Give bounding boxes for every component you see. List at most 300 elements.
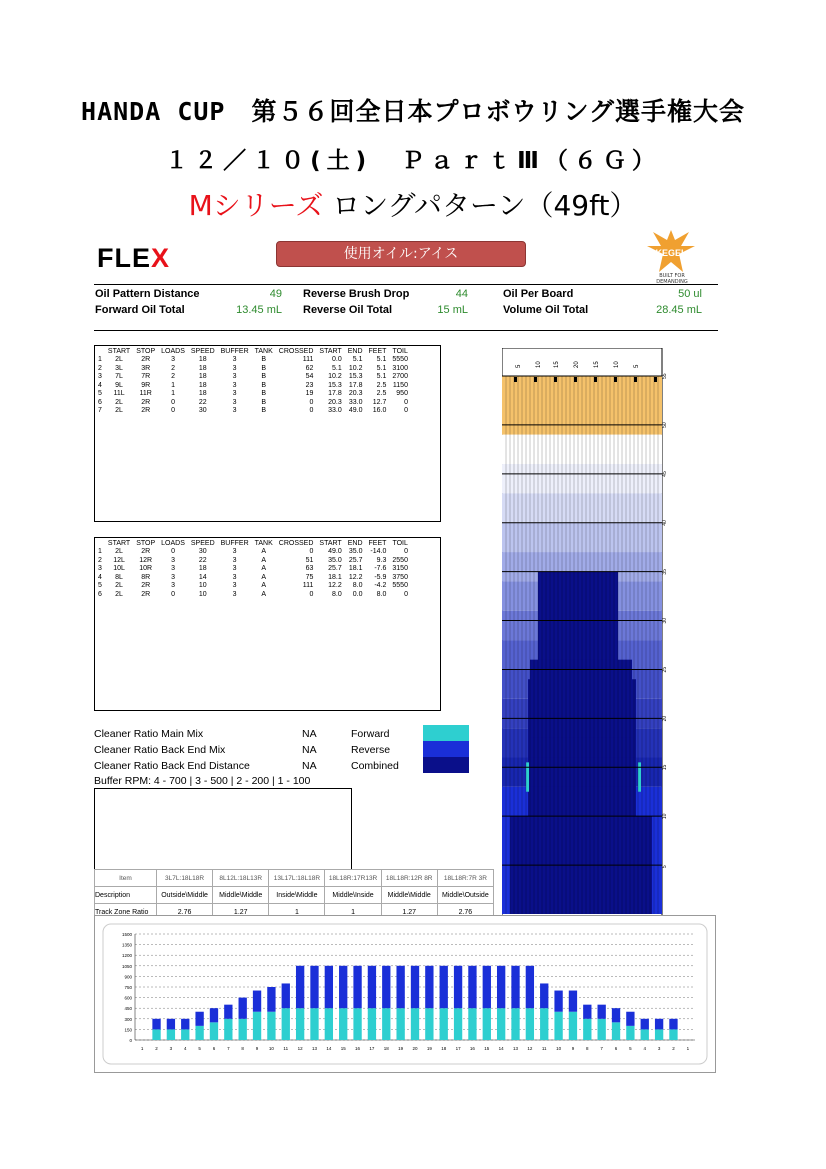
legend-forward-label: Forward — [351, 728, 390, 740]
col-header: LOADS — [161, 539, 185, 547]
svg-text:KEGEL: KEGEL — [655, 248, 687, 258]
table-cell: B — [261, 356, 267, 363]
table-cell: 12.2 — [328, 582, 342, 589]
x-tick-label: 8 — [586, 1046, 589, 1051]
pattern-title — [0, 184, 826, 224]
x-tick-label: 14 — [498, 1046, 504, 1051]
distance-tick-label: 35 — [662, 569, 668, 575]
bar-forward — [483, 1008, 491, 1040]
bar-forward — [224, 1019, 232, 1040]
divider-bottom — [94, 330, 718, 331]
y-tick-label: 450 — [124, 1006, 132, 1012]
col-header — [95, 538, 105, 548]
volume-oil-total-label: Volume Oil Total — [503, 304, 589, 316]
bar-reverse — [296, 966, 304, 1008]
bar-reverse — [497, 966, 505, 1008]
table-cell: 3 — [232, 590, 237, 598]
table-cell: 2.5 — [376, 381, 387, 389]
table-cell: 2 — [98, 364, 102, 372]
y-tick-label: 600 — [124, 995, 132, 1001]
table-cell: B — [261, 364, 267, 372]
bar-forward — [325, 1008, 333, 1040]
table-cell: A — [261, 556, 267, 564]
table-cell: 8L — [115, 573, 123, 581]
flex-logo — [97, 243, 170, 274]
table-cell: 4 — [98, 573, 102, 581]
legend-forward-swatch — [423, 725, 469, 741]
bar-forward — [411, 1008, 419, 1040]
x-tick-label: 10 — [268, 1046, 274, 1051]
bar-forward — [210, 1022, 218, 1040]
distance-tick-label: 5 — [662, 865, 668, 869]
table-cell: 2R — [141, 590, 151, 598]
table-cell: A — [261, 548, 267, 555]
table-cell: 3R — [141, 364, 151, 372]
board-tick-label: 15 — [554, 361, 560, 368]
x-tick-label: 2 — [155, 1046, 158, 1051]
track-zone-description: Inside\Middle — [269, 887, 325, 904]
table-cell: 1 — [98, 548, 102, 555]
table-cell: 33.0 — [348, 398, 363, 406]
bar-reverse — [181, 1019, 189, 1030]
bar-forward — [181, 1029, 189, 1040]
table-cell: 49.0 — [328, 548, 342, 555]
bar-reverse — [253, 991, 261, 1012]
volume-oil-total-value: 28.45 mL — [656, 304, 702, 316]
table-cell: 3 — [232, 398, 237, 406]
table-cell: 22 — [198, 398, 207, 406]
table-row — [95, 565, 411, 574]
cleaner-back-end-distance-label: Cleaner Ratio Back End Distance — [94, 760, 250, 772]
col-header: START — [319, 539, 342, 547]
table-cell: 5 — [98, 582, 102, 589]
bar-reverse — [483, 966, 491, 1008]
table-cell: A — [261, 565, 267, 572]
y-tick-label: 300 — [124, 1016, 132, 1022]
table-cell: 10.2 — [348, 364, 363, 372]
table-cell: 33.0 — [328, 407, 342, 414]
distance-tick-label: 30 — [662, 617, 668, 624]
table-cell: B — [261, 390, 267, 397]
bar-forward — [583, 1019, 591, 1040]
bar-forward — [339, 1008, 347, 1040]
bar-forward — [497, 1008, 505, 1040]
bar-reverse — [152, 1019, 160, 1030]
x-tick-label: 6 — [212, 1046, 216, 1051]
bar-reverse — [440, 966, 448, 1008]
table-cell: 6 — [98, 398, 102, 406]
x-tick-label: 7 — [227, 1046, 230, 1051]
col-header: FEET — [368, 347, 387, 355]
table-row — [95, 356, 411, 365]
track-zone-header: 8L12L:18L13R — [213, 870, 269, 887]
oil-per-board-label: Oil Per Board — [503, 288, 574, 300]
table-cell: 30 — [198, 407, 207, 414]
table-cell: 3750 — [392, 573, 408, 581]
distance-tick-label: 45 — [662, 471, 668, 477]
oil-volume-chart — [94, 915, 716, 1073]
table-cell: 35.0 — [348, 548, 363, 555]
table-cell: 10 — [198, 590, 207, 598]
table-cell: 3 — [232, 565, 237, 572]
lane-oil-graph-svg — [502, 348, 669, 918]
y-tick-label: 900 — [124, 974, 132, 980]
bar-reverse — [224, 1005, 232, 1019]
col-header: TANK — [254, 347, 273, 355]
table-cell: 0 — [171, 548, 175, 555]
x-tick-label: 11 — [541, 1046, 547, 1051]
table-cell: 9R — [141, 381, 151, 389]
table-cell: 54 — [305, 373, 314, 380]
table-cell: 51 — [305, 556, 314, 564]
table-cell: 49.0 — [348, 407, 363, 414]
table-cell: 3 — [232, 364, 237, 372]
table-cell: 5.1 — [376, 373, 387, 380]
x-tick-label: 19 — [398, 1046, 404, 1051]
bar-reverse — [282, 983, 290, 1008]
bar-forward — [368, 1008, 376, 1040]
distance-tick-label: 15 — [662, 764, 668, 771]
table-cell: 17.8 — [348, 381, 363, 389]
board-arrow-marker — [534, 377, 537, 382]
table-row — [95, 373, 411, 382]
table-cell: 18 — [198, 565, 207, 572]
board-tick-label: 5 — [634, 364, 640, 368]
cleaner-back-end-mix-value: NA — [302, 744, 317, 756]
bar-reverse — [239, 998, 247, 1019]
board-arrow-marker — [554, 377, 557, 382]
y-tick-label: 1350 — [121, 942, 132, 948]
table-cell: 2 — [98, 556, 102, 564]
table-cell: 3 — [98, 373, 102, 380]
col-header: TANK — [254, 539, 273, 547]
table-cell: 2L — [115, 590, 123, 598]
bar-forward — [626, 1026, 634, 1040]
bar-forward — [152, 1029, 160, 1040]
col-header: CROSSED — [278, 347, 314, 355]
table-cell: 8.0 — [331, 590, 342, 598]
table-cell: 22 — [198, 556, 207, 564]
table-cell: B — [261, 381, 267, 389]
x-tick-label: 18 — [441, 1046, 447, 1051]
table-cell: 2R — [141, 407, 151, 414]
forward-table-grid — [95, 346, 411, 416]
table-cell: 3 — [232, 556, 237, 564]
y-tick-label: 150 — [124, 1027, 132, 1033]
table-cell: 25.7 — [348, 556, 363, 564]
table-cell: 2L — [115, 407, 123, 414]
bar-forward — [195, 1026, 203, 1040]
table-cell: 0 — [404, 398, 408, 406]
track-zone-description: Middle\Outside — [437, 887, 493, 904]
flex-logo-x: X — [151, 243, 171, 273]
table-cell: 5550 — [392, 582, 408, 589]
table-cell: B — [261, 407, 267, 414]
x-tick-label: 13 — [311, 1046, 317, 1051]
table-cell: 5 — [98, 390, 102, 397]
table-cell: 1 — [171, 381, 175, 389]
table-cell: 111 — [302, 582, 314, 589]
track-zone-ratio: 1 — [325, 904, 381, 921]
kegel-tagline: BUILT FOR DEMANDING — [656, 273, 688, 285]
track-zone-ratio: 1.27 — [213, 904, 269, 921]
bar-forward — [511, 1008, 519, 1040]
table-cell: 2 — [171, 364, 175, 372]
track-zone-description: Middle\Inside — [325, 887, 381, 904]
bar-forward — [598, 1019, 606, 1040]
table-cell: 950 — [396, 390, 408, 397]
table-cell: 2L — [115, 582, 123, 589]
table-cell: 75 — [305, 573, 314, 581]
table-cell: A — [261, 590, 267, 598]
bar-forward — [569, 1012, 577, 1040]
oil-pattern-distance-value: 49 — [269, 288, 282, 300]
table-cell: 0 — [309, 407, 314, 414]
track-zone-ratio: 1 — [269, 904, 325, 921]
bar-reverse — [468, 966, 476, 1008]
table-cell: 5.1 — [376, 364, 387, 372]
bar-forward — [655, 1029, 663, 1040]
board-arrow-marker — [594, 377, 597, 382]
bar-reverse — [554, 991, 562, 1012]
x-tick-label: 9 — [571, 1046, 575, 1051]
y-tick-label: 1050 — [121, 963, 132, 969]
bar-reverse — [353, 966, 361, 1008]
table-row — [95, 574, 411, 583]
table-cell: 3 — [232, 356, 237, 363]
x-tick-label: 15 — [340, 1046, 346, 1051]
table-cell: 16.0 — [372, 407, 387, 414]
table-cell: 14 — [198, 573, 207, 581]
x-tick-label: 4 — [643, 1046, 647, 1051]
col-header: TOIL — [392, 539, 408, 547]
track-zone-ratio: 2.76 — [437, 904, 493, 921]
table-cell: 7 — [98, 407, 102, 414]
cleaner-main-mix-value: NA — [302, 728, 317, 740]
board-arrow-marker — [654, 377, 657, 382]
bar-forward — [554, 1012, 562, 1040]
track-zone-description-label: Description — [95, 887, 157, 904]
cleaner-main-mix-label: Cleaner Ratio Main Mix — [94, 728, 204, 740]
bar-reverse — [612, 1008, 620, 1022]
x-tick-label: 12 — [527, 1046, 533, 1051]
table-row — [95, 548, 411, 557]
bar-forward — [267, 1012, 275, 1040]
table-cell: 3 — [98, 565, 102, 572]
table-cell: 8.0 — [376, 590, 387, 598]
table-cell: 0.0 — [352, 590, 363, 598]
track-zone-description: Outside\Middle — [157, 887, 213, 904]
table-cell: 2 — [171, 373, 175, 380]
table-cell: 17.8 — [328, 390, 342, 397]
col-header: LOADS — [161, 347, 185, 355]
table-cell: 1150 — [392, 381, 408, 389]
bar-forward — [641, 1029, 649, 1040]
table-cell: 7L — [115, 373, 123, 380]
oil-per-board-value: 50 ul — [678, 288, 702, 300]
bar-forward — [239, 1019, 247, 1040]
x-tick-label: 12 — [297, 1046, 303, 1051]
bar-forward — [454, 1008, 462, 1040]
table-cell: -14.0 — [370, 548, 387, 555]
distance-tick-label: 20 — [662, 715, 668, 722]
bar-forward — [396, 1008, 404, 1040]
table-cell: 12.2 — [348, 573, 363, 581]
board-tick-label: 20 — [574, 361, 580, 368]
table-cell: 4 — [98, 381, 102, 389]
board-arrow-marker — [634, 377, 637, 382]
table-cell: B — [261, 373, 267, 380]
table-cell: 8R — [141, 573, 151, 581]
table-cell: 20.3 — [348, 390, 363, 397]
track-zone-header: 18L18R:12R 8R — [381, 870, 437, 887]
oil-badge: 使用オイル:アイス — [276, 241, 526, 267]
x-tick-label: 11 — [283, 1046, 289, 1051]
y-tick-label: 750 — [124, 985, 132, 990]
table-cell: 5.1 — [352, 356, 363, 363]
y-tick-label: 1500 — [121, 932, 132, 937]
oil-pattern-distance-label: Oil Pattern Distance — [95, 288, 200, 300]
bar-reverse — [368, 966, 376, 1008]
board-tick-label: 10 — [536, 361, 542, 368]
x-tick-label: 17 — [455, 1046, 461, 1051]
table-cell: 2R — [141, 356, 151, 363]
distance-tick-label: 40 — [662, 520, 668, 526]
notes-box — [94, 788, 352, 872]
event-title: HANDA CUP 第５６回全日本プロボウリング選手権大会 — [81, 97, 745, 126]
table-cell: 35.0 — [328, 556, 342, 564]
event-date-part: １２／１０(土) ＰａｒｔⅢ（６Ｇ） — [165, 148, 661, 174]
col-header: SPEED — [190, 347, 215, 355]
bar-reverse — [569, 991, 577, 1012]
distance-tick-label: 10 — [662, 813, 668, 820]
table-cell: A — [261, 582, 267, 589]
table-cell: 2R — [141, 398, 151, 406]
buffer-rpm: Buffer RPM: 4 - 700 | 3 - 500 | 2 - 200 | 1 - 100 — [94, 775, 311, 787]
table-cell: 0 — [309, 548, 314, 555]
flex-logo-text: FLE — [97, 243, 151, 273]
bar-reverse — [382, 966, 390, 1008]
x-tick-label: 20 — [412, 1046, 418, 1051]
table-cell: 12R — [139, 556, 153, 564]
table-cell: 2.5 — [376, 390, 387, 397]
table-row — [95, 591, 411, 600]
table-cell: 0 — [171, 590, 175, 598]
table-cell: 62 — [305, 364, 314, 372]
track-zone-header: Item — [95, 870, 157, 887]
table-cell: 10R — [139, 565, 153, 572]
bar-forward — [526, 1008, 534, 1040]
col-header: START — [107, 539, 131, 547]
table-cell: 23 — [305, 381, 314, 389]
reverse-brush-drop-label: Reverse Brush Drop — [303, 288, 410, 300]
chart-frame — [103, 924, 707, 1064]
col-header: BUFFER — [220, 347, 249, 355]
x-tick-label: 4 — [183, 1046, 187, 1051]
table-cell: 11R — [139, 390, 152, 397]
bar-reverse — [425, 966, 433, 1008]
bar-reverse — [454, 966, 462, 1008]
forward-oil-total-label: Forward Oil Total — [95, 304, 185, 316]
table-cell: 0 — [171, 407, 175, 414]
track-zone-ratio-label: Track Zone Ratio — [95, 904, 157, 921]
bar-reverse — [598, 1005, 606, 1019]
table-cell: 10 — [198, 582, 207, 589]
table-cell: 0 — [309, 590, 314, 598]
col-header: START — [107, 347, 131, 355]
x-tick-label: 8 — [241, 1046, 244, 1051]
table-cell: 3 — [171, 356, 175, 363]
lane-combined-oil — [530, 660, 632, 738]
table-cell: 12L — [113, 556, 125, 564]
reverse-table-grid — [95, 538, 411, 599]
track-zone-description: Middle\Middle — [381, 887, 437, 904]
bar-forward — [468, 1008, 476, 1040]
cleaner-back-end-distance-value: NA — [302, 760, 317, 772]
bar-reverse — [411, 966, 419, 1008]
table-cell: 1 — [98, 356, 102, 363]
bar-forward — [353, 1008, 361, 1040]
bar-reverse — [310, 966, 318, 1008]
track-zone-header: 3L7L:18L18R — [157, 870, 213, 887]
table-cell: 5.1 — [331, 364, 342, 372]
table-cell: 111 — [302, 356, 314, 363]
y-tick-label: 0 — [129, 1038, 132, 1043]
table-row — [95, 390, 411, 399]
bar-reverse — [267, 987, 275, 1012]
table-cell: 15.3 — [328, 381, 342, 389]
x-tick-label: 6 — [614, 1046, 618, 1051]
table-cell: 18.1 — [348, 565, 363, 572]
table-cell: 11L — [113, 390, 125, 397]
table-cell: 3 — [232, 373, 237, 380]
track-zone-table — [94, 869, 494, 921]
table-cell: 2550 — [392, 556, 408, 564]
table-cell: 8.0 — [352, 582, 363, 589]
reverse-brush-drop-value: 44 — [455, 288, 468, 300]
distance-tick-label: 50 — [662, 422, 668, 428]
table-cell: 0.0 — [331, 356, 342, 363]
cleaner-back-end-mix-label: Cleaner Ratio Back End Mix — [94, 744, 226, 756]
table-cell: 18.1 — [328, 573, 342, 581]
track-zone-header: 18L18R:7R 3R — [437, 870, 493, 887]
bar-reverse — [167, 1019, 175, 1030]
board-arrow-marker — [574, 377, 577, 382]
x-tick-label: 16 — [355, 1046, 361, 1051]
bar-reverse — [325, 966, 333, 1008]
board-arrow-marker — [614, 377, 617, 382]
bar-reverse — [626, 1012, 634, 1026]
table-cell: 9.3 — [376, 556, 387, 564]
distance-tick-label: 25 — [662, 666, 668, 673]
track-zone-ratio: 2.76 — [157, 904, 213, 921]
table-cell: 3 — [232, 407, 237, 414]
col-header: END — [347, 539, 363, 547]
table-cell: 63 — [305, 565, 314, 572]
table-row — [95, 365, 411, 374]
table-cell: 2L — [115, 398, 123, 406]
bar-reverse — [526, 966, 534, 1008]
x-tick-label: 10 — [556, 1046, 562, 1051]
bar-reverse — [396, 966, 404, 1008]
table-cell: 3L — [115, 364, 123, 372]
table-cell: 10.2 — [328, 373, 342, 380]
table-cell: 3 — [232, 582, 237, 589]
pattern-series: Mシリーズ — [188, 189, 324, 222]
table-cell: 18 — [198, 364, 207, 372]
table-cell: 18 — [198, 373, 207, 380]
table-cell: 3100 — [392, 364, 408, 372]
